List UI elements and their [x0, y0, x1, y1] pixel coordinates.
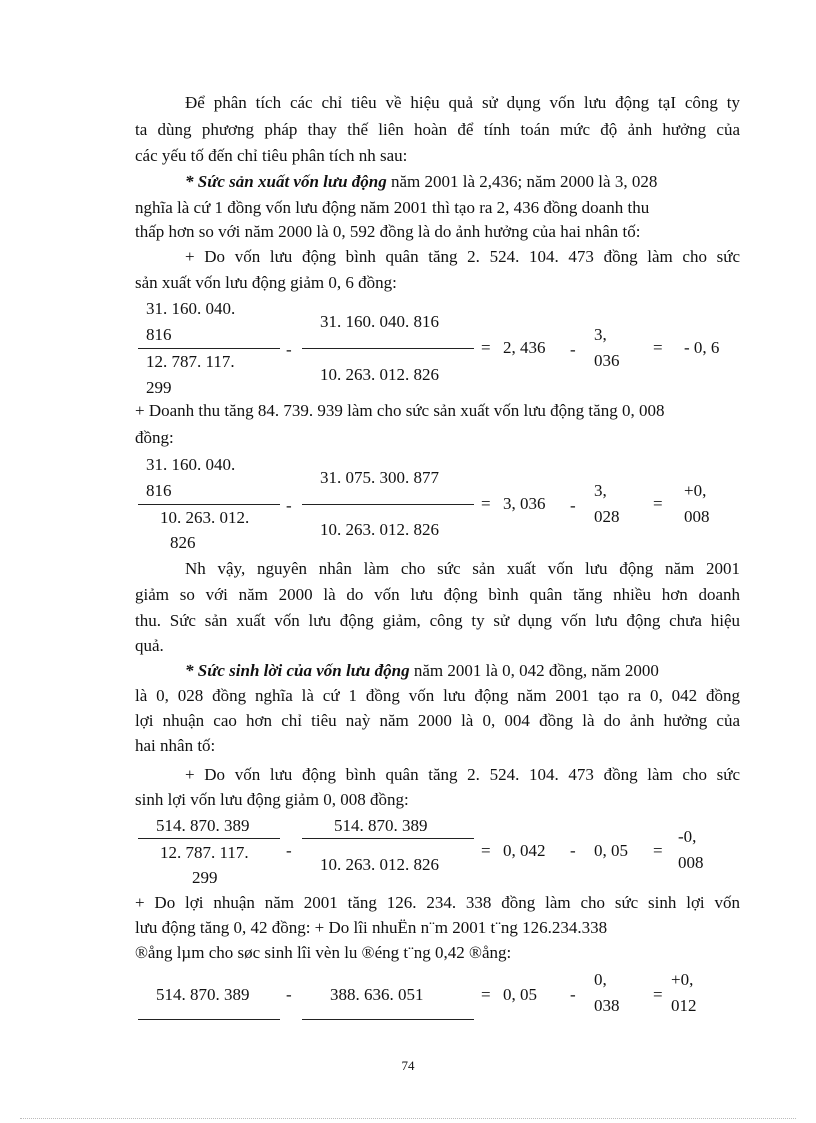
intro-line-1: Để phân tích các chỉ tiêu về hiệu quả sử dụng vốn lưu động tạI công ty — [185, 93, 740, 112]
f3-minus-2: - — [570, 841, 576, 860]
f4-frac1-bar — [138, 1019, 280, 1020]
intro-line-3: các yếu tố đến chỉ tiêu phân tích nh sau: — [135, 146, 408, 165]
p1-heading-rest: năm 2001 là 2,436; năm 2000 là 3, 028 — [386, 172, 658, 191]
f3-frac2-bar — [302, 838, 474, 839]
f1-frac2-num: 31. 160. 040. 816 — [320, 312, 439, 331]
f3-frac2-num: 514. 870. 389 — [334, 816, 428, 835]
p2-heading-line — [185, 661, 790, 681]
p1-factor2-line-2: đồng: — [135, 428, 174, 447]
conclusion-line-4: quả. — [135, 636, 164, 655]
f4-result-2a: 0, — [594, 970, 607, 989]
page-bottom-divider — [20, 1118, 796, 1119]
conclusion-line-3: thu. Sức sản xuất vốn lưu động giảm, công ty sử dụng vốn lưu động chưa hiệu — [135, 611, 740, 630]
f3-den1-a: 12. 787. 117. — [160, 843, 249, 862]
f1-minus-1: - — [286, 340, 292, 359]
f1-frac2-den: 10. 263. 012. 826 — [320, 365, 439, 384]
f2-num1-a: 31. 160. 040. — [146, 455, 236, 474]
f1-result-2a: 3, — [594, 325, 607, 344]
f2-result-3b: 008 — [684, 507, 710, 526]
f2-minus-1: - — [286, 496, 292, 515]
f4-frac2-num: 388. 636. 051 — [330, 985, 424, 1004]
f1-num1-b: 816 — [146, 325, 172, 344]
f1-equals-1: = — [481, 338, 491, 357]
p2-factor2-line-1: + Do lợi nhuận năm 2001 tăng 126. 234. 338 đồng làm cho sức sinh lợi vốn — [135, 893, 740, 912]
f3-frac1-bar — [138, 838, 280, 839]
f1-result-1: 2, 436 — [503, 338, 546, 357]
f4-result-3a: +0, — [671, 970, 694, 989]
f2-minus-2: - — [570, 496, 576, 515]
p1-factor1-line-2: sản xuất vốn lưu động giảm 0, 6 đồng: — [135, 273, 397, 292]
conclusion-line-2: giảm so với năm 2000 là do vốn lưu động bình quân tăng nhiều hơn doanh — [135, 585, 740, 604]
f3-equals-1: = — [481, 841, 491, 860]
f2-frac2-den: 10. 263. 012. 826 — [320, 520, 439, 539]
f2-frac1-bar — [138, 504, 280, 505]
f2-result-1: 3, 036 — [503, 494, 546, 513]
p2-factor1-line-1: + Do vốn lưu động bình quân tăng 2. 524. 104. 473 đồng làm cho sức — [185, 765, 740, 784]
p2-heading-rest: năm 2001 là 0, 042 đồng, năm 2000 — [409, 661, 659, 680]
f3-minus-1: - — [286, 841, 292, 860]
p2-line-2: lợi nhuận cao hơn chỉ tiêu naỳ năm 2000 là 0, 004 đồng là do ảnh hưởng của — [135, 711, 740, 730]
f1-minus-2: - — [570, 340, 576, 359]
f3-equals-2: = — [653, 841, 663, 860]
p1-line-1: nghĩa là cứ 1 đồng vốn lưu động năm 2001 thì tạo ra 2, 436 đồng doanh thu — [135, 198, 650, 217]
intro-line-2: ta dùng phương pháp thay thế liên hoàn để tính toán mức độ ảnh hưởng của — [135, 120, 740, 139]
f2-num1-b: 816 — [146, 481, 172, 500]
p2-heading: * Sức sinh lời của vốn lưu động — [185, 661, 410, 680]
f4-result-3b: 012 — [671, 996, 697, 1015]
p2-line-1: là 0, 028 đồng nghĩa là cứ 1 đồng vốn lưu động năm 2001 tạo ra 0, 042 đồng — [135, 686, 740, 705]
p1-heading: * Sức sản xuất vốn lưu động — [185, 172, 387, 191]
p1-factor2-line-1: + Doanh thu tăng 84. 739. 939 làm cho sức sản xuất vốn lưu động tăng 0, 008 — [135, 401, 665, 420]
p2-factor1-line-2: sinh lợi vốn lưu động giảm 0, 008 đồng: — [135, 790, 409, 809]
f1-den1-b: 299 — [146, 378, 172, 397]
f2-frac2-bar — [302, 504, 474, 505]
p2-line-3: hai nhân tố: — [135, 736, 216, 755]
f3-result-1: 0, 042 — [503, 841, 546, 860]
f4-equals-1: = — [481, 985, 491, 1004]
f2-equals-2: = — [653, 494, 663, 513]
f2-equals-1: = — [481, 494, 491, 513]
f3-result-2: 0, 05 — [594, 841, 628, 860]
f2-result-3a: +0, — [684, 481, 707, 500]
p1-heading-line — [185, 172, 790, 192]
f1-result-3: - 0, 6 — [684, 338, 720, 357]
f1-num1-a: 31. 160. 040. — [146, 299, 236, 318]
f4-num1: 514. 870. 389 — [156, 985, 250, 1004]
f3-den1-b: 299 — [192, 868, 218, 887]
conclusion-line-1: Nh vậy, nguyên nhân làm cho sức sản xuất vốn lưu động năm 2001 — [185, 559, 740, 578]
f1-frac1-bar — [138, 348, 280, 349]
f4-frac2-bar — [302, 1019, 474, 1020]
f4-result-1: 0, 05 — [503, 985, 537, 1004]
f2-frac2-num: 31. 075. 300. 877 — [320, 468, 439, 487]
f4-equals-2: = — [653, 985, 663, 1004]
f2-den1-a: 10. 263. 012. — [160, 508, 250, 527]
f4-minus-1: - — [286, 985, 292, 1004]
f1-result-2b: 036 — [594, 351, 620, 370]
f1-equals-2: = — [653, 338, 663, 357]
f4-minus-2: - — [570, 985, 576, 1004]
f3-result-3a: -0, — [678, 827, 697, 846]
p1-line-2: thấp hơn so với năm 2000 là 0, 592 đồng là do ảnh hưởng của hai nhân tố: — [135, 222, 641, 241]
f2-den1-b: 826 — [170, 533, 196, 552]
f2-result-2b: 028 — [594, 507, 620, 526]
f1-frac2-bar — [302, 348, 474, 349]
f1-den1-a: 12. 787. 117. — [146, 352, 235, 371]
p2-factor2-line-3: ®ång lµm cho søc sinh lîi vèn lu ®éng t¨ng 0,42 ®ång: — [135, 943, 512, 962]
p2-factor2-line-2: lưu động tăng 0, 42 đồng: + Do lîi nhuËn n¨m 2001 t¨ng 126.234.338 — [135, 918, 608, 937]
f4-result-2b: 038 — [594, 996, 620, 1015]
f3-result-3b: 008 — [678, 853, 704, 872]
f3-frac2-den: 10. 263. 012. 826 — [320, 855, 439, 874]
p1-factor1-line-1: + Do vốn lưu động bình quân tăng 2. 524. 104. 473 đồng làm cho sức — [185, 247, 740, 266]
f2-result-2a: 3, — [594, 481, 607, 500]
f3-num1: 514. 870. 389 — [156, 816, 250, 835]
page-number: 74 — [401, 1058, 415, 1073]
